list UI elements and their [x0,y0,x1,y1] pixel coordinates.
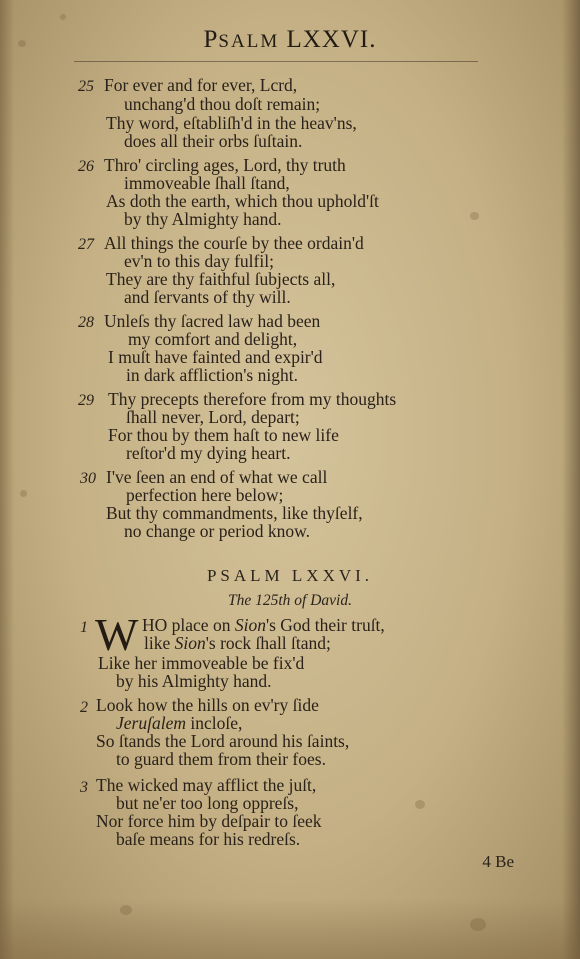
verse-line: I muſt have fainted and expir'd [108,347,323,367]
verse-line: by thy Almighty hand. [124,209,282,229]
verse-line: ev'n to this day fulfil; [124,251,274,271]
foxing-spot [415,800,425,809]
verse-line: immoveable ſhall ſtand, [124,173,290,193]
verse-text: 's God their truſt, [265,615,385,635]
catchword: 4 Be [482,852,514,871]
foxing-spot [470,918,486,931]
verse-line: my comfort and delight, [128,329,298,349]
drop-cap: W [95,609,139,660]
verse-line: by his Almighty hand. [116,671,272,691]
foxing-spot [60,14,66,20]
verse-line: I've ſeen an end of what we call [106,467,328,487]
verse-italic-word: Jeruſalem [116,713,186,733]
verse-line: So ſtands the Lord around his ſaints, [96,731,350,751]
verse-line: For thou by them haſt to new life [108,425,339,445]
verse-line: They are thy faithful ſubjects all, [106,269,336,289]
verse-line: reſtor'd my dying heart. [126,443,291,463]
verse-line: The wicked may afflict the juſt, [96,775,317,795]
running-head-initial: P [203,26,219,53]
page-edge-shadow-left [0,0,14,959]
verse-line: ſhall never, Lord, depart; [126,407,300,427]
verse-text: incloſe, [185,713,243,733]
verse-line: no change or period know. [124,521,310,541]
running-head-number: LXXVI. [286,26,377,53]
foxing-spot [470,212,479,220]
verse-number: 1 [80,619,88,636]
verse-line: and ſervants of thy will. [124,287,291,307]
verse-line: perfection here below; [126,485,284,505]
verse-number: 2 [80,699,88,716]
verse-line: in dark affliction's night. [126,365,298,385]
verse-number: 26 [78,158,94,175]
verse-line: All things the courſe by thee ordain'd [104,233,364,253]
verse-text: like [144,633,175,653]
verse-line: For ever and for ever, Lcrd, [104,75,298,95]
verse-line: to guard them from their foes. [116,749,326,769]
page-edge-shadow-bottom [0,899,580,959]
verse-text: 's rock ſhall ſtand; [205,633,331,653]
verse-number: 3 [80,779,88,796]
verse-line: Thy word, eſtabliſh'd in the heav'ns, [106,113,357,133]
page-edge-shadow-right [562,0,580,959]
verse-line [144,634,331,654]
verse-text: HO place on [142,615,235,635]
verse-line: Unleſs thy ſacred law had been [104,311,321,331]
verse-line: baſe means for his redreſs. [116,829,301,849]
verse-italic-word: Sion [234,615,266,635]
verse-line: does all their orbs ſuſtain. [124,131,303,151]
verse-line: Thro' circling ages, Lord, thy truth [104,155,346,175]
verse-italic-word: Sion [174,633,206,653]
verse-line: Thy precepts therefore from my thoughts [108,389,397,409]
verse-number: 30 [80,470,96,487]
verse-line: unchang'd thou doſt remain; [124,94,321,114]
foxing-spot [120,905,132,915]
verse-line: Like her immoveable be fix'd [98,653,305,673]
psalm-dedication: The 125th of David. [228,592,352,609]
verse-number: 27 [78,236,94,253]
running-head [0,26,580,54]
psalm-title: PSALM LXXVI. [206,566,374,585]
verse-line: Nor force him by deſpair to ſeek [96,811,322,831]
verse-line: As doth the earth, which thou uphold'ſt [106,191,379,211]
verse-line: but ne'er too long oppreſs, [116,793,299,813]
verse-line: But thy commandments, like thyſelf, [106,503,363,523]
foxing-spot [20,490,27,497]
verse-number: 25 [78,78,94,95]
verse-line: Look how the hills on ev'ry ſide [96,695,319,715]
verse-number: 28 [78,314,94,331]
running-head-word: SALM [218,31,280,52]
header-rule [74,61,478,62]
verse-number: 29 [78,392,94,409]
